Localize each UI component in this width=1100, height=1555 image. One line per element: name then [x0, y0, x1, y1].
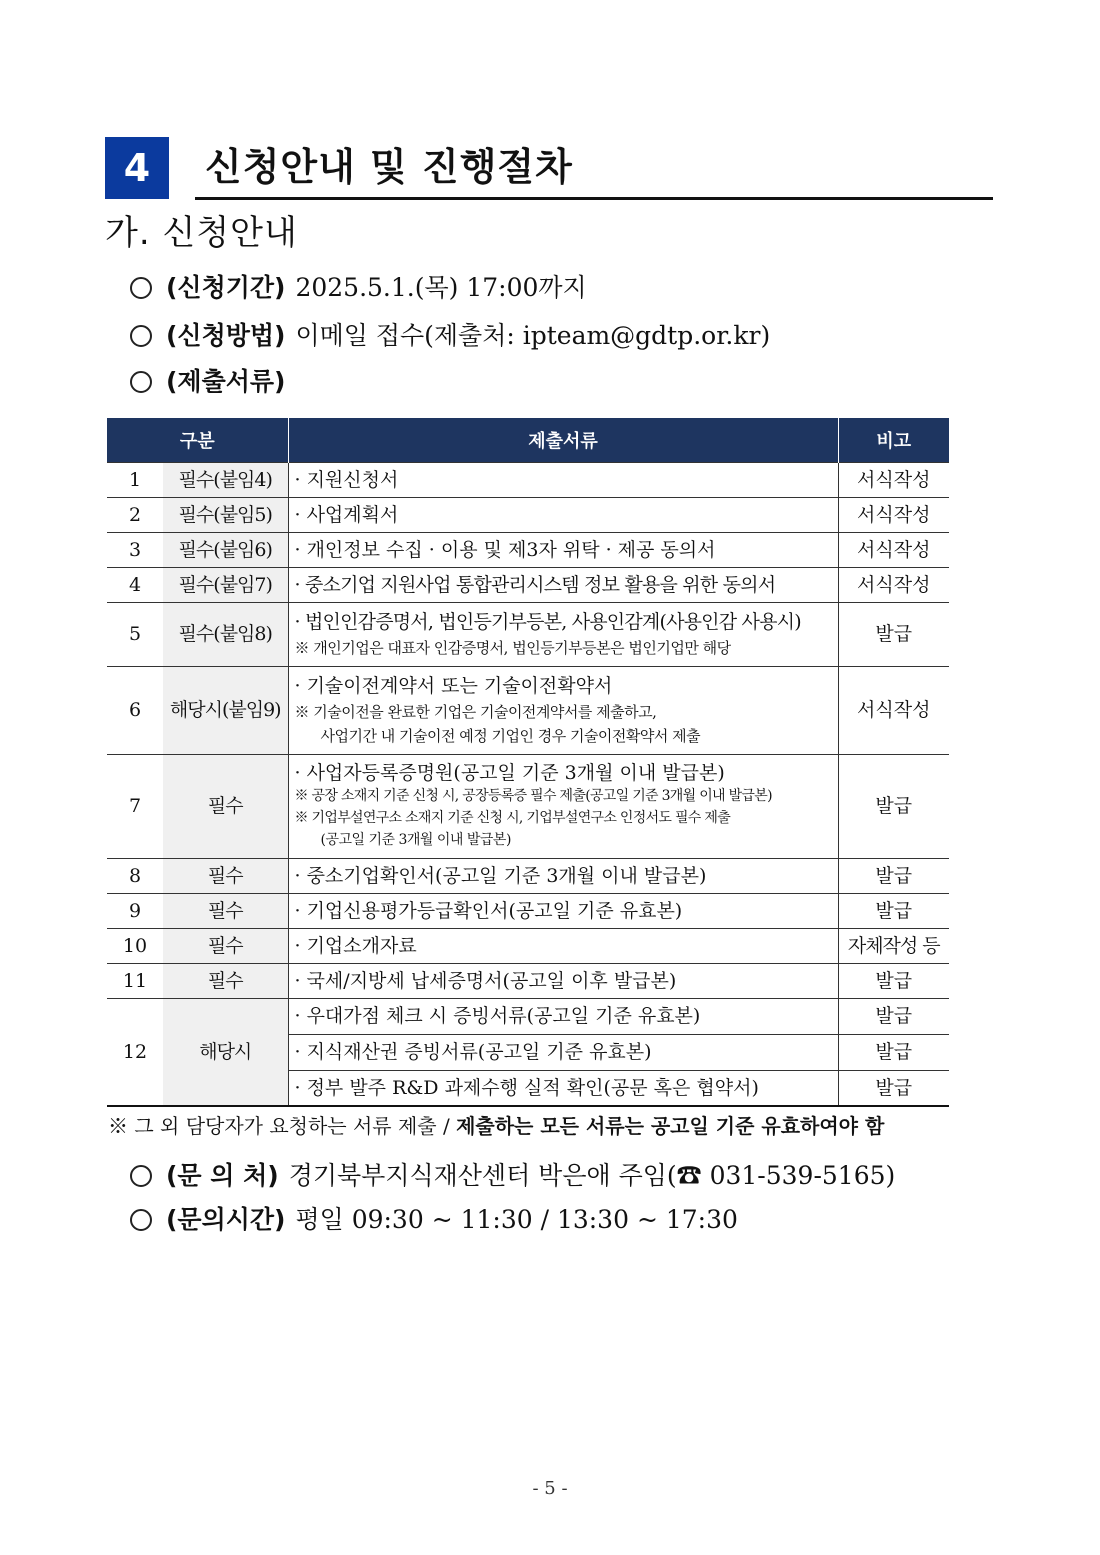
section-underline [195, 197, 993, 200]
bullet-apply-method: (신청방법) 이메일 접수(제출처: ipteam@gdtp.or.kr) [130, 318, 770, 354]
circle-bullet-icon [130, 371, 152, 393]
section-number-badge: 4 [105, 137, 169, 199]
bullet-contact: (문 의 처) 경기북부지식재산센터 박은애 주임(☎ 031-539-5165) [130, 1158, 895, 1194]
documents-table [107, 418, 949, 1107]
circle-bullet-icon [130, 277, 152, 299]
table-row: 6 해당시(붙임9) · 기술이전계약서 또는 기술이전확약서 ※ 기술이전을 완료한 기업은 기술이전계약서를 제출하고, 사업기간 내 기술이전 예정 기업인 경우 기술이전확약서 제출 서식작성 [107, 666, 949, 754]
table-row: 11 필수 · 국세/지방세 납세증명서(공고일 이후 발급본) 발급 [107, 963, 949, 998]
page-number: - 5 - [532, 1478, 568, 1499]
table-row: 7 필수 · 사업자등록증명원(공고일 기준 3개월 이내 발급본) ※ 공장 소재지 기준 신청 시, 공장등록증 필수 제출(공고일 기준 3개월 이내 발급본) ※ 기업부설연구소 소재지 기준 신청 시, 기업부설연구소 인정서도 필수 제출 (공고일 기준 3개월 이내 발급본) 발급 [107, 754, 949, 858]
table-row: · 지식재산권 증빙서류(공고일 기준 유효본) 발급 [107, 1034, 949, 1070]
section-title: 신청안내 및 진행절차 [205, 145, 573, 189]
table-row: 10 필수 · 기업소개자료 자체작성 등 [107, 928, 949, 963]
table-row: 1 필수(붙임4) · 지원신청서 서식작성 [107, 462, 949, 497]
table-header-row [107, 418, 949, 462]
circle-bullet-icon [130, 1165, 152, 1187]
table-row: 12 해당시 · 우대가점 체크 시 증빙서류(공고일 기준 유효본) 발급 [107, 998, 949, 1034]
header-note: 비고 [838, 418, 949, 462]
bullet-contact-hours: (문의시간) 평일 09:30 ~ 11:30 / 13:30 ~ 17:30 [130, 1202, 738, 1238]
table-row: 9 필수 · 기업신용평가등급확인서(공고일 기준 유효본) 발급 [107, 893, 949, 928]
circle-bullet-icon [130, 1209, 152, 1231]
table-row: 8 필수 · 중소기업확인서(공고일 기준 3개월 이내 발급본) 발급 [107, 858, 949, 893]
circle-bullet-icon [130, 325, 152, 347]
table-row: 3 필수(붙임6) · 개인정보 수집 · 이용 및 제3자 위탁 · 제공 동의서 서식작성 [107, 532, 949, 567]
bullet-apply-period: (신청기간) 2025.5.1.(목) 17:00까지 [130, 270, 587, 306]
table-row: 4 필수(붙임7) · 중소기업 지원사업 통합관리시스템 정보 활용을 위한 동의서 서식작성 [107, 567, 949, 602]
table-row: · 정부 발주 R&D 과제수행 실적 확인(공문 혹은 협약서) 발급 [107, 1070, 949, 1106]
table-footnote: ※ 그 외 담당자가 요청하는 서류 제출 / 제출하는 모든 서류는 공고일 기준 유효하여야 함 [108, 1114, 885, 1138]
subsection-title: 가. 신청안내 [105, 213, 298, 253]
table-row: 2 필수(붙임5) · 사업계획서 서식작성 [107, 497, 949, 532]
bullet-submit-docs: (제출서류) [130, 364, 295, 400]
table-row: 5 필수(붙임8) · 법인인감증명서, 법인등기부등본, 사용인감계(사용인감 사용시) ※ 개인기업은 대표자 인감증명서, 법인등기부등본은 법인기업만 해당 발급 [107, 602, 949, 666]
header-docs: 제출서류 [288, 418, 838, 462]
section-heading [105, 137, 993, 201]
header-category: 구분 [107, 418, 288, 462]
